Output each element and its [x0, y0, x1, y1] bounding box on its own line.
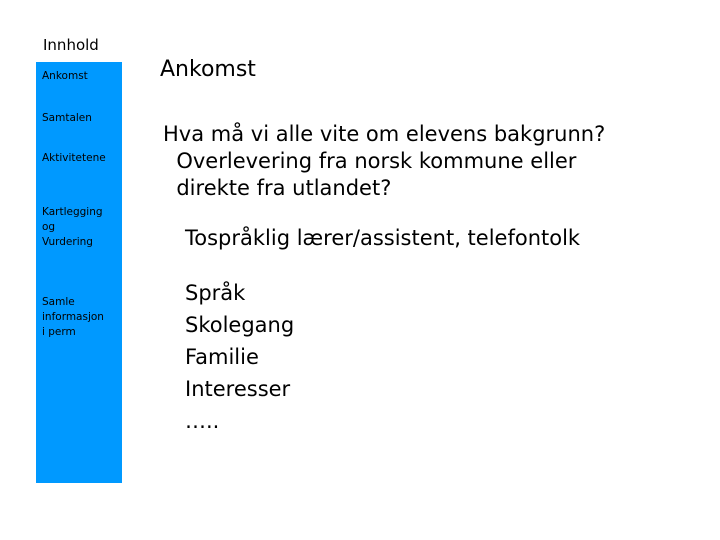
sidebar-item-aktivitetene[interactable] — [42, 151, 120, 166]
sidebar-item-samle-informasjon[interactable] — [42, 295, 120, 340]
question-line: direkte fra utlandet? — [163, 176, 392, 200]
question-line: Overlevering fra norsk kommune eller — [163, 149, 577, 173]
background-question — [163, 121, 605, 202]
sidebar-item-label: Ankomst — [42, 70, 88, 82]
list-item: Familie — [185, 345, 259, 369]
sidebar-item-ankomst[interactable] — [42, 69, 120, 84]
sidebar-item-label: informasjon — [42, 311, 104, 323]
sidebar-item-label: Samtalen — [42, 112, 92, 124]
sidebar-item-samtalen[interactable] — [42, 111, 120, 126]
interpreter-text: Tospråklig lærer/assistent, telefontolk — [185, 226, 581, 250]
slide-heading: Ankomst — [160, 57, 256, 82]
sidebar-nav — [36, 62, 122, 483]
list-item: Interesser — [185, 377, 291, 401]
sidebar-item-kartlegging[interactable] — [42, 205, 120, 250]
sidebar-item-label: og — [42, 221, 56, 233]
toc-title: Innhold — [43, 36, 99, 54]
list-item: ….. — [185, 409, 220, 433]
sidebar-item-label: Kartlegging — [42, 206, 103, 218]
sidebar-item-label: Aktivitetene — [42, 152, 106, 164]
sidebar-item-label: Samle — [42, 296, 75, 308]
sidebar-item-label: i perm — [42, 326, 76, 338]
topic-list — [185, 277, 294, 437]
list-item: Skolegang — [185, 313, 295, 337]
sidebar-item-label: Vurdering — [42, 236, 93, 248]
list-item: Språk — [185, 281, 246, 305]
question-line: Hva må vi alle vite om elevens bakgrunn? — [163, 122, 606, 146]
